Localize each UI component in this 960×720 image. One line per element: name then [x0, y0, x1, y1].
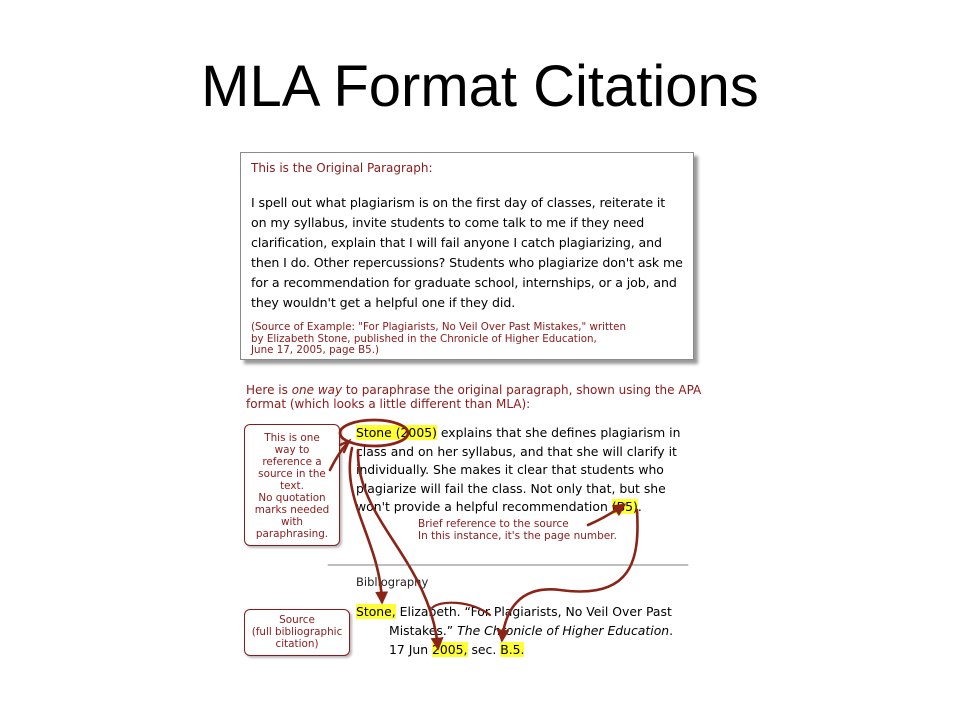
in-text-reference-callout [244, 424, 340, 546]
bib-page: B.5. [500, 642, 525, 657]
callout-line: Source [279, 614, 315, 626]
source-line: June 17, 2005, page B5.) [251, 344, 379, 356]
callout-line: citation) [275, 638, 319, 650]
bibliography-entry [356, 602, 696, 659]
bib-year: 2005, [432, 642, 468, 657]
callout-line: This is one [264, 432, 320, 444]
bibliography-label: Bibliography [356, 575, 429, 589]
bib-author: Stone, [356, 604, 396, 619]
source-line: by Elizabeth Stone, published in the Chronicle of Higher Education, [251, 332, 597, 345]
source-line: (Source of Example: "For Plagiarists, No Veil Over Past Mistakes," written [251, 321, 626, 333]
paraphrase-end: . [637, 499, 642, 515]
paraphrase-text: explains that she defines plagiarism in class and on her syllabus, and that she will clarify it individually. She makes it clear that students who plagiarize will fail the class. Not only that, but she won't provide a helpful recommendation [356, 425, 681, 515]
callout-arrow [340, 441, 349, 452]
intro-text: Here is [246, 383, 292, 397]
callout-line: text. [280, 480, 304, 492]
bib-text: sec. [467, 642, 501, 657]
original-paragraph-text: I spell out what plagiarism is on the first day of classes, reiterate it on my syllabus, invite students to come talk to me if they need clarification, explain that I will fail anyone I catch plagiarizing, and then I do. Other repercussions? Students who plagiarize don't ask me for a recommendation for graduate school, internships, or a job, and they wouldn't get a helpful one if they did. [251, 195, 683, 310]
bib-text: Elizabeth. “For Plagiarists, No Veil Over Past [395, 604, 672, 619]
callout-line: way to [274, 444, 310, 456]
callout-line: reference a [262, 456, 322, 468]
callout-line: marks needed [254, 504, 330, 516]
bib-text: Mistakes.” [389, 623, 458, 638]
original-paragraph-box [240, 152, 694, 360]
page-reference: (B5) [611, 499, 638, 515]
source-callout [244, 609, 350, 656]
bib-line-2 [356, 621, 696, 640]
brief-line: In this instance, it's the page number. [418, 530, 617, 542]
bib-line-3 [356, 640, 696, 659]
original-heading: This is the Original Paragraph: [251, 161, 433, 175]
callout-line: (full bibliographic [251, 626, 343, 638]
slide-title: MLA Format Citations [201, 54, 759, 119]
intro-emphasis: one way [291, 383, 343, 397]
brief-line: Brief reference to the source [418, 518, 569, 530]
original-source-note [251, 322, 683, 357]
brief-reference-note [418, 518, 658, 542]
in-text-citation: Stone (2005) [356, 425, 437, 440]
bib-text: 17 Jun [389, 642, 433, 657]
bib-text: . [669, 623, 674, 638]
callout-line: paraphrasing. [255, 528, 329, 540]
bib-journal: The Chronicle of Higher Education [457, 623, 670, 638]
paraphrase-intro [246, 383, 706, 411]
callout-line: with [280, 516, 304, 528]
paraphrase-paragraph [356, 424, 701, 517]
callout-line: No quotation [258, 492, 326, 504]
intro-text: to paraphrase the original paragraph, shown using the APA format (which looks a little different than MLA): [246, 383, 702, 411]
callout-line: source in the [258, 468, 326, 480]
